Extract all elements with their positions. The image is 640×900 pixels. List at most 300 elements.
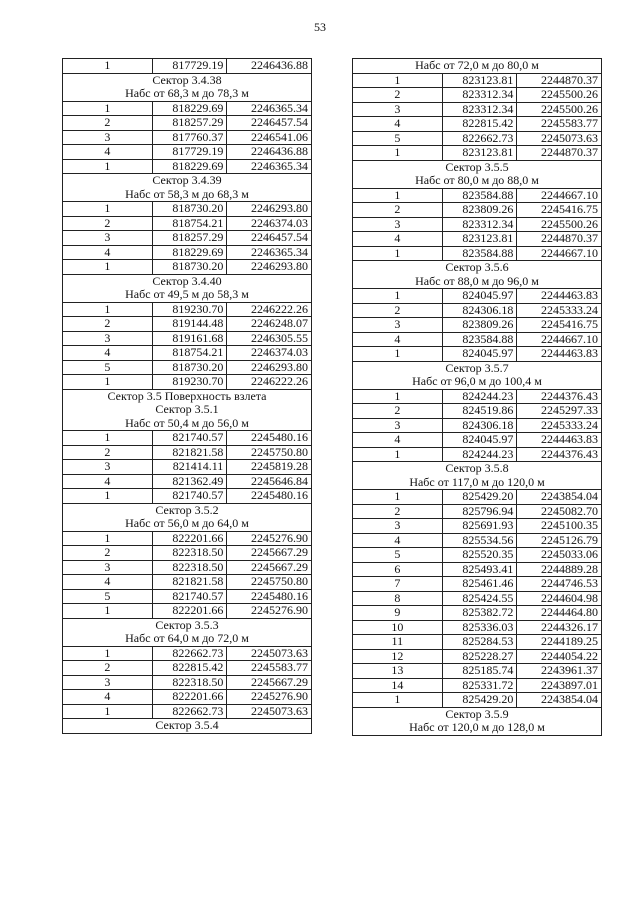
point-number: 3 (63, 130, 153, 145)
coordinate-row (63, 101, 312, 116)
y-coordinate: 2246457.54 (227, 116, 312, 131)
y-coordinate: 2245480.16 (227, 489, 312, 504)
x-coordinate: 823584.88 (442, 332, 517, 347)
coordinate-row (63, 202, 312, 217)
y-coordinate: 2246374.03 (227, 346, 312, 361)
point-number: 1 (63, 260, 153, 275)
point-number: 3 (353, 217, 443, 232)
coordinate-row (353, 303, 602, 318)
coordinate-row (63, 589, 312, 604)
point-number: 3 (353, 418, 443, 433)
y-coordinate: 2246457.54 (227, 231, 312, 246)
x-coordinate: 818257.29 (152, 116, 227, 131)
y-coordinate: 2245126.79 (517, 533, 602, 548)
sector-heading-row (63, 274, 312, 288)
coordinate-row (63, 331, 312, 346)
sector-heading-row (63, 389, 312, 403)
right-table-body (353, 59, 602, 736)
sector-heading-row (353, 59, 602, 74)
point-number: 4 (63, 575, 153, 590)
sector-heading-row (353, 361, 602, 375)
point-number: 1 (63, 59, 153, 74)
x-coordinate: 825382.72 (442, 606, 517, 621)
sector-heading: Сектор 3.5.4 (63, 719, 312, 734)
coordinate-row (353, 318, 602, 333)
sector-heading: Сектор 3.5.7 (353, 361, 602, 375)
coordinate-row (63, 646, 312, 661)
point-number: 5 (353, 131, 443, 146)
y-coordinate: 2246365.34 (227, 101, 312, 116)
point-number: 2 (353, 88, 443, 103)
coordinate-row (63, 445, 312, 460)
x-coordinate: 819230.70 (152, 302, 227, 317)
point-number: 2 (353, 303, 443, 318)
sector-heading-row (63, 618, 312, 632)
coordinate-row (353, 649, 602, 664)
y-coordinate: 2246374.03 (227, 216, 312, 231)
y-coordinate: 2244667.10 (517, 188, 602, 203)
y-coordinate: 2245750.80 (227, 575, 312, 590)
x-coordinate: 819230.70 (152, 375, 227, 390)
y-coordinate: 2245082.70 (517, 504, 602, 519)
x-coordinate: 822815.42 (442, 117, 517, 132)
point-number: 1 (63, 531, 153, 546)
y-coordinate: 2245750.80 (227, 445, 312, 460)
y-coordinate: 2244889.28 (517, 562, 602, 577)
coordinate-row (63, 360, 312, 375)
x-coordinate: 822662.73 (152, 646, 227, 661)
y-coordinate: 2245667.29 (227, 546, 312, 561)
point-number: 3 (63, 560, 153, 575)
point-number: 1 (353, 693, 443, 708)
sector-heading-row (353, 721, 602, 735)
coordinate-row (353, 404, 602, 419)
point-number: 3 (353, 102, 443, 117)
coordinate-row (353, 577, 602, 592)
point-number: 5 (353, 548, 443, 563)
y-coordinate: 2246293.80 (227, 260, 312, 275)
y-coordinate: 2245646.84 (227, 474, 312, 489)
coordinate-row (353, 533, 602, 548)
y-coordinate: 2246541.06 (227, 130, 312, 145)
x-coordinate: 825691.93 (442, 519, 517, 534)
sector-heading: Сектор 3.4.38 (63, 73, 312, 87)
y-coordinate: 2245480.16 (227, 589, 312, 604)
sector-heading: Набс от 88,0 м до 96,0 м (353, 275, 602, 289)
y-coordinate: 2245073.63 (517, 131, 602, 146)
x-coordinate: 824519.86 (442, 404, 517, 419)
sector-heading: Сектор 3.4.39 (63, 174, 312, 188)
y-coordinate: 2244376.43 (517, 389, 602, 404)
coordinate-row (63, 130, 312, 145)
coordinate-row (353, 635, 602, 650)
y-coordinate: 2246293.80 (227, 360, 312, 375)
coordinate-row (63, 489, 312, 504)
point-number: 2 (63, 661, 153, 676)
y-coordinate: 2245500.26 (517, 88, 602, 103)
sector-heading-row (63, 632, 312, 646)
y-coordinate: 2244464.80 (517, 606, 602, 621)
sector-heading: Сектор 3.5.8 (353, 462, 602, 476)
x-coordinate: 818730.20 (152, 360, 227, 375)
sector-heading-row (63, 73, 312, 87)
point-number: 11 (353, 635, 443, 650)
coordinate-row (63, 460, 312, 475)
y-coordinate: 2246293.80 (227, 202, 312, 217)
y-coordinate: 2245480.16 (227, 431, 312, 446)
point-number: 4 (63, 690, 153, 705)
y-coordinate: 2245500.26 (517, 102, 602, 117)
sector-heading-row (63, 174, 312, 188)
point-number: 1 (63, 604, 153, 619)
y-coordinate: 2245819.28 (227, 460, 312, 475)
y-coordinate: 2246222.26 (227, 302, 312, 317)
coordinate-row (353, 591, 602, 606)
x-coordinate: 825185.74 (442, 664, 517, 679)
coordinate-row (63, 159, 312, 174)
x-coordinate: 821821.58 (152, 445, 227, 460)
coordinate-row (353, 332, 602, 347)
coordinate-row (353, 664, 602, 679)
sector-heading: Набс от 58,3 м до 68,3 м (63, 188, 312, 202)
coordinate-row (63, 116, 312, 131)
x-coordinate: 818754.21 (152, 346, 227, 361)
x-coordinate: 823584.88 (442, 188, 517, 203)
y-coordinate: 2244054.22 (517, 649, 602, 664)
x-coordinate: 818754.21 (152, 216, 227, 231)
point-number: 6 (353, 562, 443, 577)
point-number: 10 (353, 620, 443, 635)
coordinate-row (353, 447, 602, 462)
point-number: 4 (63, 474, 153, 489)
coordinate-row (63, 531, 312, 546)
point-number: 4 (63, 245, 153, 260)
x-coordinate: 825331.72 (442, 678, 517, 693)
x-coordinate: 818229.69 (152, 101, 227, 116)
coordinate-row (353, 246, 602, 261)
point-number: 5 (63, 360, 153, 375)
point-number: 1 (353, 447, 443, 462)
point-number: 2 (353, 203, 443, 218)
y-coordinate: 2245667.29 (227, 675, 312, 690)
coordinate-row (353, 188, 602, 203)
coordinate-row (353, 548, 602, 563)
x-coordinate: 824244.23 (442, 389, 517, 404)
y-coordinate: 2244463.83 (517, 289, 602, 304)
coordinate-row (353, 232, 602, 247)
x-coordinate: 824244.23 (442, 447, 517, 462)
y-coordinate: 2246222.26 (227, 375, 312, 390)
x-coordinate: 818229.69 (152, 159, 227, 174)
x-coordinate: 823809.26 (442, 318, 517, 333)
x-coordinate: 821414.11 (152, 460, 227, 475)
sector-heading-row (63, 503, 312, 517)
x-coordinate: 824045.97 (442, 289, 517, 304)
point-number: 1 (63, 101, 153, 116)
y-coordinate: 2245333.24 (517, 418, 602, 433)
y-coordinate: 2243897.01 (517, 678, 602, 693)
coordinate-row (353, 490, 602, 505)
x-coordinate: 819144.48 (152, 317, 227, 332)
x-coordinate: 817729.19 (152, 59, 227, 74)
sector-heading-row (63, 87, 312, 101)
point-number: 2 (63, 116, 153, 131)
coordinate-row (63, 302, 312, 317)
point-number: 1 (353, 246, 443, 261)
x-coordinate: 821362.49 (152, 474, 227, 489)
sector-heading-row (63, 517, 312, 531)
point-number: 14 (353, 678, 443, 693)
point-number: 13 (353, 664, 443, 679)
x-coordinate: 825429.20 (442, 693, 517, 708)
sector-heading: Набс от 49,5 м до 58,3 м (63, 288, 312, 302)
x-coordinate: 822662.73 (442, 131, 517, 146)
point-number: 1 (63, 646, 153, 661)
coordinate-row (353, 347, 602, 362)
sector-heading: Сектор 3.5 Поверхность взлета (63, 389, 312, 403)
coordinate-row (63, 604, 312, 619)
point-number: 3 (63, 460, 153, 475)
y-coordinate: 2244463.83 (517, 433, 602, 448)
point-number: 4 (63, 346, 153, 361)
sector-heading: Набс от 96,0 м до 100,4 м (353, 375, 602, 389)
point-number: 5 (63, 589, 153, 604)
sector-heading: Набс от 56,0 м до 64,0 м (63, 517, 312, 531)
x-coordinate: 818229.69 (152, 245, 227, 260)
sector-heading: Набс от 68,3 м до 78,3 м (63, 87, 312, 101)
x-coordinate: 817729.19 (152, 145, 227, 160)
y-coordinate: 2245100.35 (517, 519, 602, 534)
sector-heading-row (63, 188, 312, 202)
coordinate-row (353, 203, 602, 218)
point-number: 1 (353, 188, 443, 203)
coordinate-row (353, 519, 602, 534)
x-coordinate: 825520.35 (442, 548, 517, 563)
coordinate-row (63, 560, 312, 575)
y-coordinate: 2245276.90 (227, 531, 312, 546)
x-coordinate: 824306.18 (442, 418, 517, 433)
y-coordinate: 2246248.07 (227, 317, 312, 332)
coordinate-row (353, 678, 602, 693)
x-coordinate: 825424.55 (442, 591, 517, 606)
point-number: 1 (353, 289, 443, 304)
coordinate-row (63, 375, 312, 390)
coordinate-row (63, 474, 312, 489)
coordinate-row (353, 146, 602, 161)
y-coordinate: 2244667.10 (517, 332, 602, 347)
point-number: 12 (353, 649, 443, 664)
point-number: 7 (353, 577, 443, 592)
point-number: 1 (63, 202, 153, 217)
x-coordinate: 825336.03 (442, 620, 517, 635)
sector-heading: Набс от 117,0 м до 120,0 м (353, 476, 602, 490)
y-coordinate: 2245667.29 (227, 560, 312, 575)
sector-heading-row (353, 476, 602, 490)
sector-heading-row (353, 261, 602, 275)
left-table-body (63, 59, 312, 734)
sector-heading-row (63, 403, 312, 417)
coordinate-row (63, 575, 312, 590)
point-number: 1 (63, 375, 153, 390)
coordinate-row (353, 73, 602, 88)
point-number: 4 (353, 433, 443, 448)
x-coordinate: 822201.66 (152, 604, 227, 619)
y-coordinate: 2245297.33 (517, 404, 602, 419)
point-number: 1 (353, 146, 443, 161)
sector-heading: Сектор 3.5.9 (353, 707, 602, 721)
sector-heading: Набс от 64,0 м до 72,0 м (63, 632, 312, 646)
coordinate-row (63, 260, 312, 275)
point-number: 1 (63, 302, 153, 317)
point-number: 4 (353, 232, 443, 247)
point-number: 4 (353, 332, 443, 347)
coordinate-row (63, 546, 312, 561)
coordinate-row (353, 620, 602, 635)
sector-heading: Сектор 3.4.40 (63, 274, 312, 288)
coordinate-row (63, 317, 312, 332)
x-coordinate: 823584.88 (442, 246, 517, 261)
sector-heading-row (353, 160, 602, 174)
y-coordinate: 2245500.26 (517, 217, 602, 232)
sector-heading-row (63, 288, 312, 302)
y-coordinate: 2246365.34 (227, 245, 312, 260)
y-coordinate: 2243961.37 (517, 664, 602, 679)
x-coordinate: 822318.50 (152, 546, 227, 561)
x-coordinate: 821740.57 (152, 589, 227, 604)
x-coordinate: 823123.81 (442, 73, 517, 88)
point-number: 9 (353, 606, 443, 621)
y-coordinate: 2244189.25 (517, 635, 602, 650)
x-coordinate: 817760.37 (152, 130, 227, 145)
coordinate-row (353, 389, 602, 404)
y-coordinate: 2243854.04 (517, 693, 602, 708)
coordinate-row (63, 675, 312, 690)
sector-heading: Набс от 72,0 м до 80,0 м (353, 59, 602, 74)
point-number: 1 (353, 347, 443, 362)
y-coordinate: 2245333.24 (517, 303, 602, 318)
x-coordinate: 822318.50 (152, 675, 227, 690)
point-number: 1 (63, 431, 153, 446)
sector-heading: Набс от 80,0 м до 88,0 м (353, 174, 602, 188)
x-coordinate: 825493.41 (442, 562, 517, 577)
y-coordinate: 2245416.75 (517, 203, 602, 218)
y-coordinate: 2244667.10 (517, 246, 602, 261)
y-coordinate: 2245073.63 (227, 704, 312, 719)
x-coordinate: 825796.94 (442, 504, 517, 519)
point-number: 1 (63, 159, 153, 174)
coordinate-row (353, 606, 602, 621)
x-coordinate: 823809.26 (442, 203, 517, 218)
coordinate-row (63, 690, 312, 705)
sector-heading-row (353, 174, 602, 188)
point-number: 1 (353, 389, 443, 404)
coordinate-row (63, 245, 312, 260)
sector-heading-row (63, 719, 312, 734)
coordinate-row (353, 289, 602, 304)
coordinate-row (63, 346, 312, 361)
y-coordinate: 2243854.04 (517, 490, 602, 505)
sector-heading: Сектор 3.5.6 (353, 261, 602, 275)
x-coordinate: 825228.27 (442, 649, 517, 664)
coordinate-row (353, 562, 602, 577)
x-coordinate: 818730.20 (152, 260, 227, 275)
x-coordinate: 824045.97 (442, 433, 517, 448)
y-coordinate: 2246436.88 (227, 59, 312, 74)
point-number: 1 (63, 704, 153, 719)
y-coordinate: 2245583.77 (517, 117, 602, 132)
coordinate-row (63, 704, 312, 719)
sector-heading: Набс от 120,0 м до 128,0 м (353, 721, 602, 735)
point-number: 2 (63, 216, 153, 231)
y-coordinate: 2244326.17 (517, 620, 602, 635)
y-coordinate: 2244870.37 (517, 232, 602, 247)
y-coordinate: 2246365.34 (227, 159, 312, 174)
coordinate-row (353, 433, 602, 448)
coordinate-row (353, 418, 602, 433)
coordinate-row (63, 216, 312, 231)
coordinate-row (353, 217, 602, 232)
page-number: 53 (314, 20, 326, 34)
sector-heading: Сектор 3.5.5 (353, 160, 602, 174)
coordinate-row (353, 693, 602, 708)
x-coordinate: 822201.66 (152, 690, 227, 705)
y-coordinate: 2246436.88 (227, 145, 312, 160)
x-coordinate: 823312.34 (442, 88, 517, 103)
point-number: 3 (353, 318, 443, 333)
y-coordinate: 2244376.43 (517, 447, 602, 462)
x-coordinate: 822318.50 (152, 560, 227, 575)
sector-heading-row (63, 417, 312, 431)
point-number: 3 (353, 519, 443, 534)
y-coordinate: 2244604.98 (517, 591, 602, 606)
coordinate-row (353, 504, 602, 519)
point-number: 1 (353, 490, 443, 505)
sector-heading-row (353, 375, 602, 389)
x-coordinate: 822662.73 (152, 704, 227, 719)
x-coordinate: 823123.81 (442, 146, 517, 161)
sector-heading-row (353, 707, 602, 721)
x-coordinate: 825429.20 (442, 490, 517, 505)
point-number: 2 (63, 445, 153, 460)
point-number: 2 (63, 546, 153, 561)
x-coordinate: 819161.68 (152, 331, 227, 346)
x-coordinate: 823312.34 (442, 102, 517, 117)
point-number: 2 (353, 404, 443, 419)
y-coordinate: 2245583.77 (227, 661, 312, 676)
y-coordinate: 2245416.75 (517, 318, 602, 333)
point-number: 8 (353, 591, 443, 606)
x-coordinate: 823123.81 (442, 232, 517, 247)
coordinate-row (353, 117, 602, 132)
x-coordinate: 822201.66 (152, 531, 227, 546)
y-coordinate: 2245276.90 (227, 690, 312, 705)
point-number: 2 (63, 317, 153, 332)
x-coordinate: 818730.20 (152, 202, 227, 217)
sector-heading-row (353, 462, 602, 476)
x-coordinate: 825534.56 (442, 533, 517, 548)
y-coordinate: 2244463.83 (517, 347, 602, 362)
y-coordinate: 2246305.55 (227, 331, 312, 346)
coordinate-row (63, 231, 312, 246)
y-coordinate: 2245033.06 (517, 548, 602, 563)
y-coordinate: 2245276.90 (227, 604, 312, 619)
sector-heading-row (353, 275, 602, 289)
point-number: 1 (353, 73, 443, 88)
coordinate-row (63, 431, 312, 446)
coordinate-row (353, 102, 602, 117)
point-number: 4 (353, 117, 443, 132)
y-coordinate: 2244746.53 (517, 577, 602, 592)
